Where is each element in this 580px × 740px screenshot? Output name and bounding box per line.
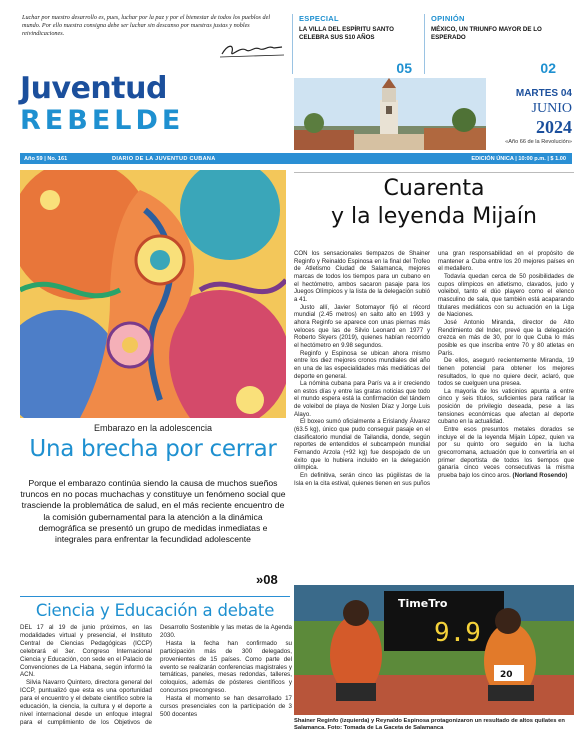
ciencia-title[interactable]: Ciencia y Educación a debate bbox=[20, 596, 290, 620]
date-year: 2024 bbox=[536, 117, 572, 137]
board-digits: 9.9 bbox=[434, 618, 481, 648]
paragraph: La nómina cubana para París va a ir creciendo en estos días y entre las gratas noticias que todo el mundo espera está la confirmación del tándem de voleibol de playa de Noslen Díaz y Jorge Luis Alayo. bbox=[294, 380, 430, 418]
teaser-title: MÉXICO, UN TRIUNFO MAYOR DE LO ESPERADO bbox=[431, 26, 542, 41]
date-month: JUNIO bbox=[531, 101, 572, 116]
paragraph: La mayoría de los vaticinios apunta a entre cinco y seis títulos, suficientes para ratificar la posición de privilegio deseada, pese a las tensiones económicas que afectan al deporte cubano en la actualidad. bbox=[438, 387, 574, 426]
date-note: «Año 66 de la Revolución» bbox=[505, 139, 572, 145]
ciencia-body bbox=[20, 624, 292, 736]
feature-title[interactable]: Una brecha por cerrar bbox=[29, 436, 277, 462]
paragraph: El boxeo sumó oficialmente a Erislandy Álvarez (63.5 kg), único que pudo conseguir pasaje en el clasificatorio mundial de Tailandia, donde, según reportes de entendidos el subcampeón mundial Fernando Arzola (+92 kg) fue despojado de un éxito que lo hubiera incluido en la delegación olímpica. bbox=[294, 418, 430, 472]
bell-tower-photo bbox=[294, 78, 486, 150]
bib-number: 20 bbox=[500, 670, 513, 680]
board-brand: TimeTro bbox=[398, 597, 448, 610]
teaser-especial[interactable] bbox=[292, 14, 420, 74]
main-article-body bbox=[294, 250, 574, 578]
paragraph: Reginfo y Espinosa se ubican ahora mismo entre los diez mejores cronos mundiales del año en una de las especialidades más mediáticas del deporte en general. bbox=[294, 349, 430, 380]
paragraph: Todavía quedan cerca de 50 posibilidades de cupos olímpicos en atletismo, clavados, judo y voleibol, tanto el dúo playero como el elenco masculino de sala, que también está acaparando titulares mediáticos con su actuación en la Liga de Naciones. bbox=[438, 272, 574, 319]
teaser-page: 05 bbox=[396, 60, 412, 76]
info-bar bbox=[20, 153, 572, 164]
signature-icon bbox=[218, 40, 286, 60]
newspaper-header bbox=[0, 0, 580, 152]
masthead-rebelde: REBELDE bbox=[20, 105, 185, 136]
feature-illustration bbox=[20, 170, 286, 418]
paragraph: De ellos, aseguró recientemente Miranda, 19 tienen potencial para obtener los mejores resultados, lo que no quiere decir, aclaró, que todos se cuelguen una presea. bbox=[438, 357, 574, 388]
photo-caption: Shainer Reginfo (izquierda) y Reynaldo Espinosa protagonizaron un resultado de altos quilates en Salamanca. Foto: Tomada de La Gaceta de Salamanca bbox=[294, 718, 565, 732]
teaser-kicker: OPINIÓN bbox=[431, 14, 465, 23]
paragraph: José Antonio Miranda, director de Alto Rendimiento del Inder, prevé que la delegación crezca en más de 30, por lo que Cuba lo más posible es que inscriba entre 70 y 80 atletas en París. bbox=[438, 318, 574, 357]
date-box bbox=[492, 88, 572, 145]
headline-line1: Cuarenta bbox=[383, 176, 485, 201]
paragraph: DEL 17 al 19 de junio próximos, en las modalidades virtual y presencial, el Instituto Central de Ciencias Pedagógicas (ICCP) celebrará el 3er. Congreso Internacional Ciencia y Educación, con sede en el Palacio de Convenciones de La Habana, según informó la ACN. bbox=[20, 624, 152, 679]
masthead-juventud: Juventud bbox=[20, 71, 167, 106]
teaser-opinion[interactable] bbox=[424, 14, 564, 74]
paragraph-text: Entre esos presuntos metales dorados se incluye el de la leyenda Mijaín López, quien va por su quinto oro seguido en la lucha grecorromana, actuación que lo convertiría en el primer deportista de todos los tiempos que ganaría cinco veces consecutivas la misma prueba bajo los cinco aros. bbox=[438, 426, 574, 480]
paragraph bbox=[438, 426, 574, 480]
sprinters-photo bbox=[294, 585, 574, 715]
tagline: DIARIO DE LA JUVENTUD CUBANA bbox=[112, 155, 216, 162]
issue-number: Año 59 | No. 161 bbox=[24, 155, 68, 162]
date-day: MARTES 04 bbox=[515, 88, 572, 99]
feature-kicker: Embarazo en la adolescencia bbox=[93, 423, 213, 433]
teaser-title: LA VILLA DEL ESPÍRITU SANTO CELEBRA SUS 510 AÑOS bbox=[299, 26, 394, 41]
byline: (Norland Rosendo) bbox=[512, 472, 568, 480]
teaser-page: 02 bbox=[540, 60, 556, 76]
paragraph: CON los sensacionales tiempazos de Shainer Reginfo y Reinaldo Espinosa en la final del Trofeo de Atletismo Ciudad de Salamanca, mejores marcas de todos los tiempos para un cubano en el hectómetro, ambos sacaron pasaje para los Juegos Olímpicos y la lista de la delegación subió a 41. bbox=[294, 250, 430, 303]
header-quote: Luchar por nuestro desarrollo es, pues, luchar por la paz y por el bienestar de todos los pueblos del mundo. Por ello nuestra consigna debe ser luchar sin descanso por nuestras justas y nobles reivindicaciones. bbox=[22, 14, 271, 37]
paragraph: Justo allí, Javier Sotomayor fijó el récord mundial (2.45 metros) en salto alto en 1993 y ahora Reginfo se aparece con unas piernas más veloces que las de Silvio Leonard en 1977 y Roberto Skyers (2019), quienes habían recorrido el hectómetro en 9.98 segundos. bbox=[294, 303, 430, 349]
paragraph: Silvia Navarro Quintero, directora general del ICCP, puntualizó que esta es una oportunidad para el encuentro y el debate científico sobre la educación, la ciencia, la cultura y el deporte a nivel internacional desde un enfoque integral para el cumplimiento de los Objetivos de Desarrollo Sostenible y las metas de la Agenda 2030. bbox=[20, 624, 292, 726]
feature-page-ref[interactable]: »08 bbox=[256, 572, 278, 587]
paragraph: En definitiva, serán cinco las púgilistas de la Isla en la cita estival, quienes tienen en sus puños una gran responsabilidad en el propósito de mantener a Cuba entre los 20 mejores países en el medallero. bbox=[294, 250, 574, 487]
feature-lead: Porque el embarazo continúa siendo la causa de muchos sueños truncos en no pocas muchachas y constituye un fenómeno social que trasciende la problemática de salud, en el más reciente encuentro de la comisión gubernamental para la atención a la dinámica demográfica se presentó un grupo de medidas inmediatas e integrales para enfrentar la fecundidad adolescente bbox=[20, 478, 286, 545]
paragraph: Hasta la fecha han confirmado su participación más de 300 delegados, provenientes de 15 países. Como parte del evento se realizarán conferencias magistrales y temáticas, paneles, mesas redondas, talleres, coloquios, además de pósteres científicos y concursos precongreso. bbox=[160, 639, 292, 695]
headline-line2: y la leyenda Mijaín bbox=[331, 204, 537, 229]
teaser-kicker: ESPECIAL bbox=[299, 14, 339, 23]
paragraph: Hasta el momento se han desarrollado 17 cursos presenciales con la participación de 3 500 docentes bbox=[160, 695, 292, 718]
edition-info: EDICIÓN ÚNICA | 10:00 p.m. | $ 1.00 bbox=[471, 155, 566, 162]
main-headline[interactable] bbox=[294, 172, 574, 231]
